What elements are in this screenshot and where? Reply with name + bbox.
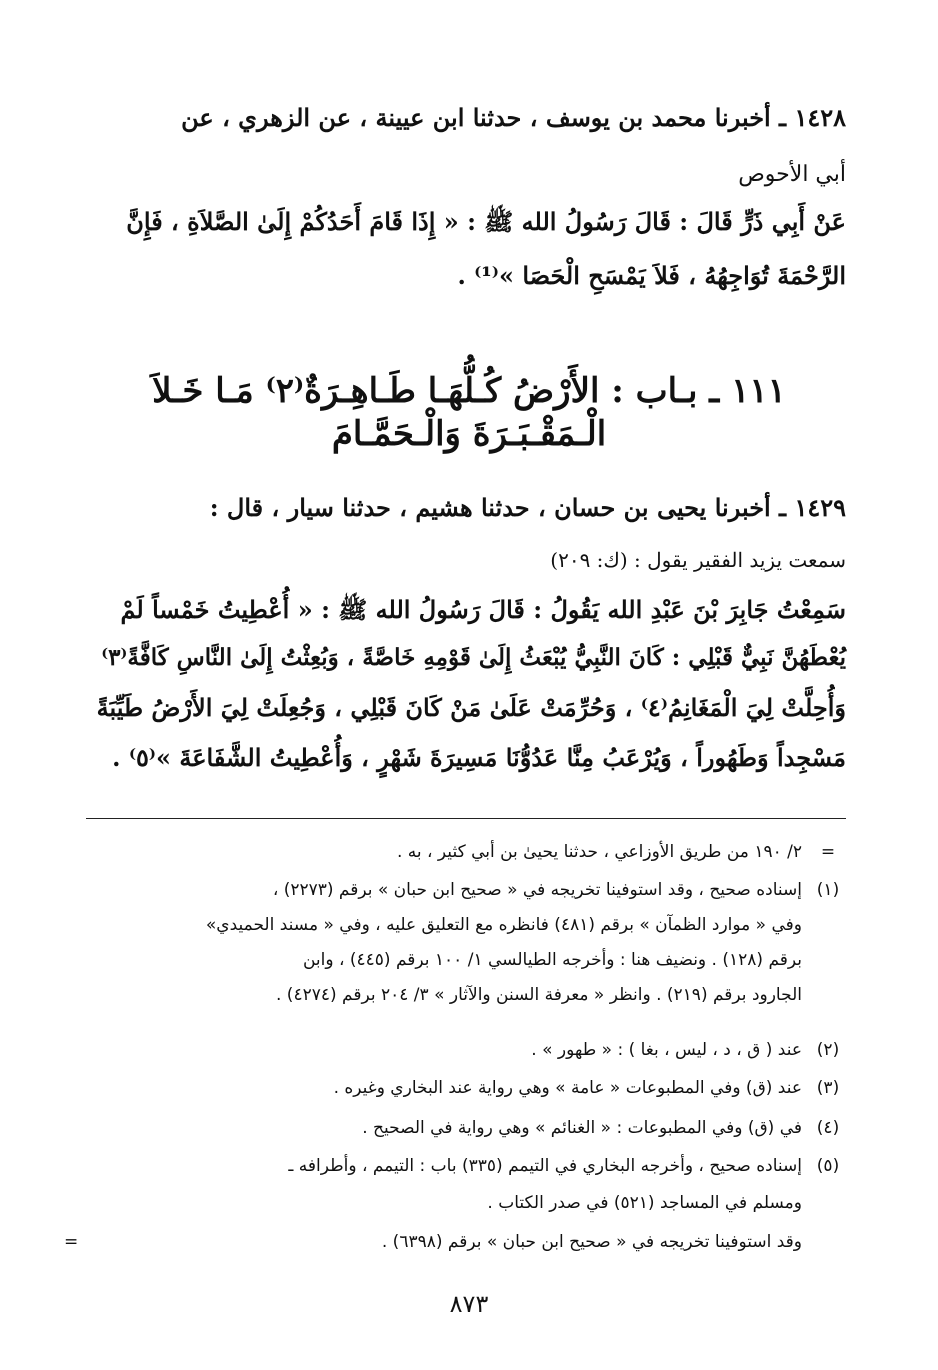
footnote-5-line-1: إسناده صحيح ، وأخرجه البخاري في التيمم (٣٣٥) باب : التيمم ، وأطرافه ـ [288,1156,802,1176]
hadith-1429-matn-line-2: يُعْطَهُنَّ نَبِيٌّ قَبْلِي : كَانَ النَّبِيُّ يُبْعَثُ إِلَىٰ قَوْمِهِ خَاصَّةً ، وَبُعِثْتُ إِلَىٰ النَّاسِ كَافَّةً⁽٣⁾ [101,644,846,671]
chapter-heading [90,370,848,455]
footnote-1-mark: (١) [816,880,840,900]
footnote-1-line-1: إسناده صحيح ، وقد استوفينا تخريجه في « صحيح ابن حبان » برقم (٢٢٧٣) ، [272,880,802,900]
footnote-2-mark: (٢) [816,1040,840,1060]
footnote-5-line-2: ومسلم في المساجد (٥٢١) في صدر الكتاب . [487,1193,802,1213]
footnote-continues-mark: = [64,1232,79,1252]
hadith-1429-matn-line-3: وَأُحِلَّتْ لِيَ الْمَغَانِمُ⁽٤⁾ ، وَحُرِّمَتْ عَلَىٰ مَنْ كَانَ قَبْلِي ، وَجُعِلَتْ لِيَ الأَرْضُ طَيِّبَةً [96,693,846,722]
hadith-1429-matn-line-4: مَسْجِداً وَطَهُوراً ، وَيُرْعَبُ مِنَّا عَدُوُّنَا مَسِيرَةَ شَهْرٍ ، وَأُعْطِيتُ الشَّفَاعَةَ »⁽٥⁾ . [112,743,846,772]
hadith-1429-isnad-line-1: ١٤٢٩ ـ أخبرنا يحيى بن حسان ، حدثنا هشيم ، حدثنا سيار ، قال : [209,493,846,522]
hadith-1429-matn-line-1: سَمِعْتُ جَابِرَ بْنَ عَبْدِ الله يَقُولُ : قَالَ رَسُولُ الله ﷺ : « أُعْطِيتُ خَمْساً لَمْ [120,595,846,624]
footnote-4-mark: (٤) [816,1118,840,1138]
footnote-1-line-2: وفي « موارد الظمآن » برقم (٤٨١) فانظره مع التعليق عليه ، وفي « مسند الحميدي» [205,915,802,935]
footnote-3-text: عند (ق) وفي المطبوعات « عامة » وهي رواية عند البخاري وغيره . [333,1078,802,1098]
hadith-1428 [86,104,846,304]
footnote-3-mark: (٣) [816,1078,840,1098]
page-number: ٨٧٣ [449,1290,489,1318]
hadith-1428-matn-line-2: الرَّحْمَةَ تُوَاجِهُهُ ، فَلاَ يَمْسَحِ الْحَصَا »⁽¹⁾ . [457,261,846,290]
hadith-1428-matn-line-1: عَنْ أَبِي ذَرٍّ قَالَ : قَالَ رَسُولُ الله ﷺ : « إِذَا قَامَ أَحَدُكُمْ إِلَىٰ الصَّلاَةِ ، فَإِنَّ [126,207,846,236]
footnote-4-text: في (ق) وفي المطبوعات : « الغنائم » وهي رواية في الصحيح . [362,1118,802,1138]
footnote-3 [86,1078,846,1104]
hadith-1428-isnad-line-2: أبي الأحوص [738,162,846,187]
hadith-1429 [86,494,846,794]
chapter-heading-line-2: الْـمَقْـبَـرَةَ وَالْـحَمَّـامَ [331,413,607,454]
hadith-1429-isnad-line-2: سمعت يزيد الفقير يقول : (ك: ٢٠٩) [550,548,846,572]
footnote-2-text: عند ( ق ، د ، ليس ، بغا ) : « طهور » . [531,1040,802,1060]
footnote-separator [86,818,846,819]
footnote-continuation-mark: = [820,842,836,862]
footnote-5 [86,1156,846,1266]
chapter-heading-line-1: ١١١ ـ بـاب : الأَرْضُ كُـلُّهَـا طَـاهِـرَةٌ⁽٢⁾ مَـا خَـلاَ [152,371,786,411]
footnote-continuation-text: ٢/ ١٩٠ من طريق الأوزاعي ، حدثنا يحيىٰ بن أبي كثير ، به . [396,842,802,862]
footnote-1-line-3: برقم (١٢٨) . ونضيف هنا : وأخرجه الطيالسي ١/ ١٠٠ برقم (٤٤٥) ، وابن [302,950,802,970]
footnote-4 [86,1118,846,1144]
footnote-5-mark: (٥) [816,1156,840,1176]
footnote-5-line-3: وقد استوفينا تخريجه في « صحيح ابن حبان » برقم (٦٣٩٨) . [381,1232,802,1252]
footnote-1 [86,880,846,1020]
footnote-1-line-4: الجارود برقم (٢١٩) . وانظر « معرفة السنن والآثار » ٣/ ٢٠٤ برقم (٤٢٧٤) . [276,985,802,1005]
hadith-1428-isnad-line-1: ١٤٢٨ ـ أخبرنا محمد بن يوسف ، حدثنا ابن عيينة ، عن الزهري ، عن [181,103,846,132]
footnote-2 [86,1040,846,1066]
footnote-continuation [86,842,846,868]
